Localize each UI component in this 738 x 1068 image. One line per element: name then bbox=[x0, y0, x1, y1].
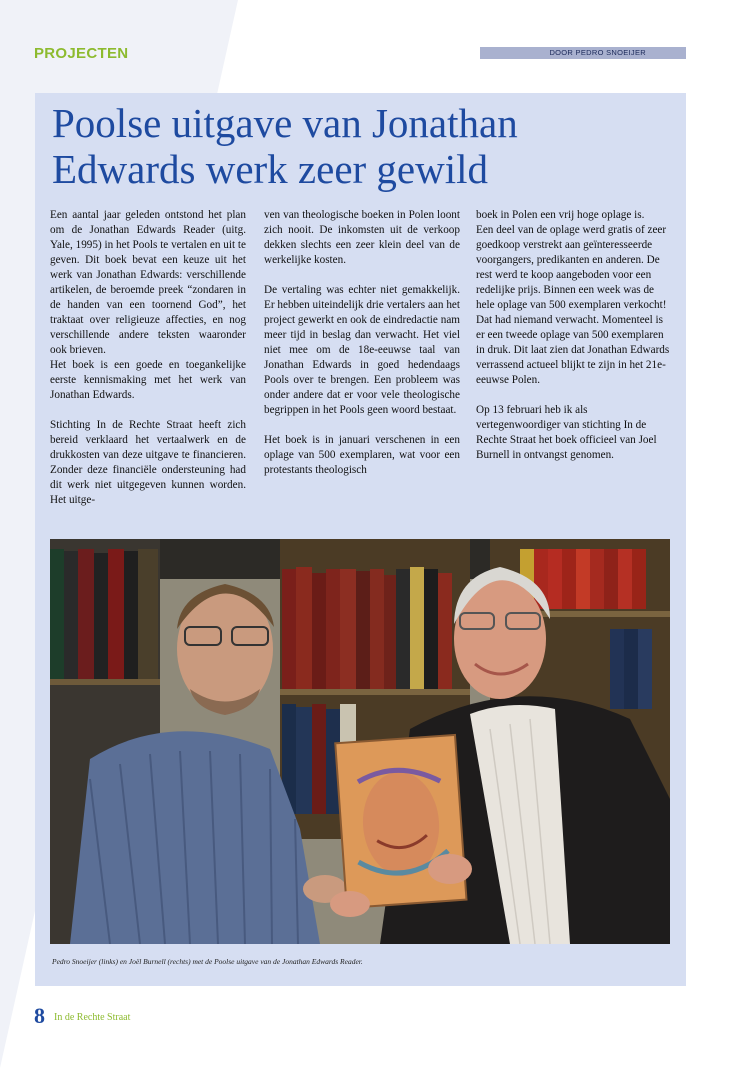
paragraph: boek in Polen een vrij hoge oplage is. bbox=[476, 209, 645, 221]
title-line-1: Poolse uitgave van Jonathan bbox=[52, 100, 518, 146]
paragraph: Een deel van de oplage werd gratis of zeer goedkoop verstrekt aan geïnteresseerde voorgangers, predikanten en anderen. De rest werd te koop aangeboden voor een redelijke prijs. Binnen een week was de hele oplage van 500 exemplaren verkocht! Dat had niemand verwacht. Momenteel is er een tweede oplage van 500 exemplaren in druk. Dit laat zien dat Jonathan Edwards verrassend actueel blijkt te zijn in het 21e-eeuwse Polen. bbox=[476, 224, 670, 386]
paragraph: Een aantal jaar geleden ontstond het plan om de Jonathan Edwards Reader (uitg. Yale, 1995) in het Pools te vertalen en uit te geven. Dit boek bevat een keuze uit het werk van Jonathan Edwards: verschillende artikelen, de beroemde preek “zondaren in de handen van een toornend God”, het traktaat over religieuze affecties, en nog verschillende andere teksten waaronder ook brieven. bbox=[50, 209, 246, 356]
article-photo bbox=[50, 539, 670, 944]
paragraph: ven van theologische boeken in Polen loont zich nooit. De inkomsten uit de verkoop dekken slechts een zeer klein deel van de werkelijke kosten. bbox=[264, 209, 460, 266]
article-column-3 bbox=[476, 208, 672, 463]
paragraph: Het boek is in januari verschenen in een oplage van 500 exemplaren, wat voor een protestants theologisch bbox=[264, 434, 460, 476]
page-number: 8 bbox=[34, 1003, 45, 1028]
article-column-2 bbox=[264, 208, 460, 478]
paragraph: Op 13 februari heb ik als vertegenwoordiger van stichting In de Rechte Straat het boek officieel van Joel Burnell in ontvangst genomen. bbox=[476, 404, 657, 461]
article-title bbox=[52, 100, 672, 192]
author-byline: DOOR PEDRO SNOEIJER bbox=[480, 47, 686, 59]
photo-caption: Pedro Snoeijer (links) en Joël Burnell (rechts) met de Poolse uitgave van de Jonathan Edwards Reader. bbox=[52, 957, 363, 966]
magazine-name: In de Rechte Straat bbox=[54, 1012, 131, 1023]
paragraph: Stichting In de Rechte Straat heeft zich bereid verklaard het vertaalwerk en de drukkosten van deze uitgave te financieren. Zonder deze financiële ondersteuning had dit werk niet uitgegeven kunnen worden. Het uitge- bbox=[50, 419, 246, 506]
paragraph: De vertaling was echter niet gemakkelijk. Er hebben uiteindelijk drie vertalers aan het project gewerkt en ook de eindredactie nam meer tijd in beslag dan verwacht. Het viel niet mee om de 18e-eeuwse taal van Jonathan Edwards in goed hedendaags Pools over te brengen. Een probleem was onder andere dat er voor vele theologische begrippen in het Pools geen woord bestaat. bbox=[264, 284, 460, 416]
paragraph: Het boek is een goede en toegankelijke eerste kennismaking met het werk van Jonathan Edwards. bbox=[50, 359, 246, 401]
title-line-2: Edwards werk zeer gewild bbox=[52, 146, 489, 192]
article-column-1 bbox=[50, 208, 246, 508]
section-label: PROJECTEN bbox=[34, 45, 129, 62]
